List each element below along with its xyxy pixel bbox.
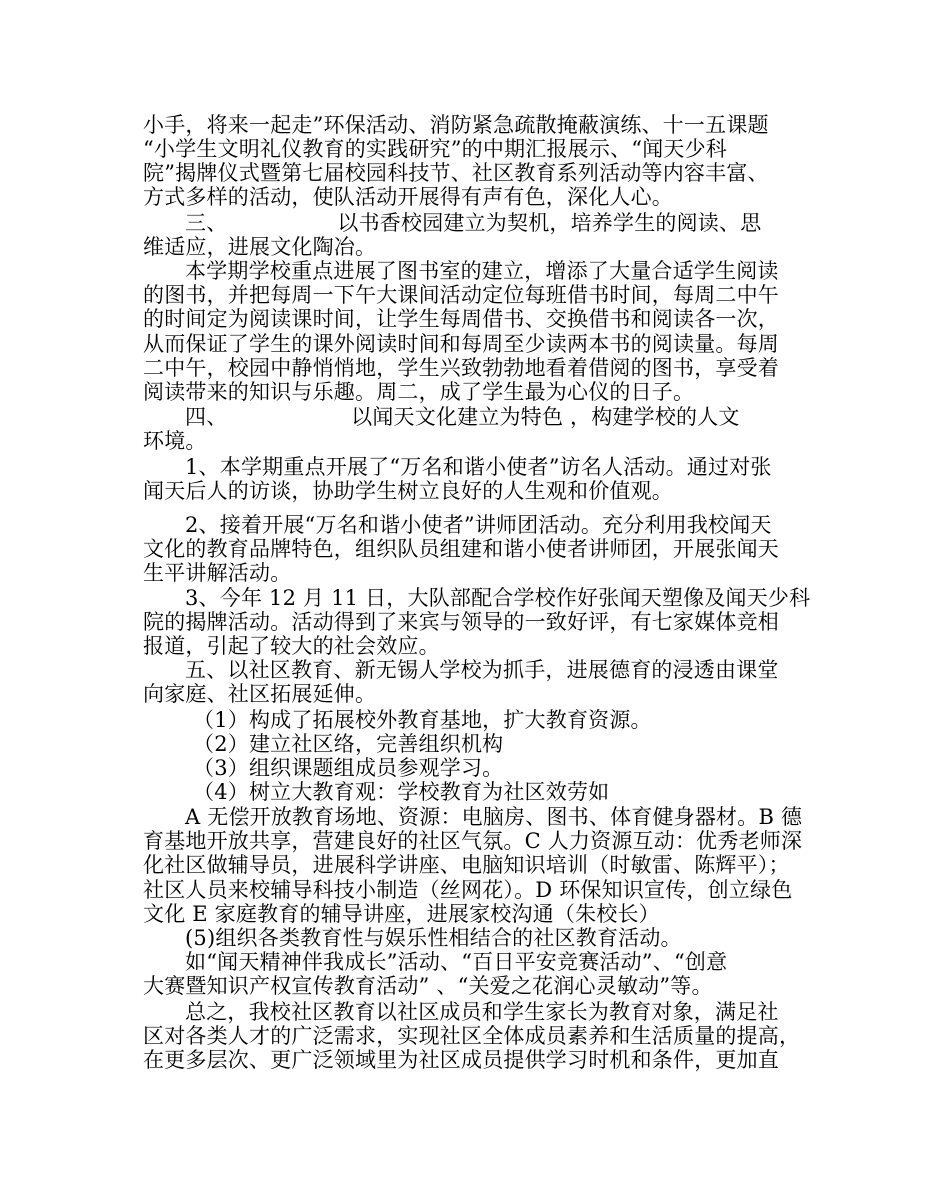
text-line: 方式多样的活动，使队活动开展得有声有色，深化人心。 xyxy=(143,185,673,209)
list-item: （2）建立社区络，完善组织机构 xyxy=(193,732,504,756)
list-item: （1）构成了拓展校外教育基地，扩大教育资源。 xyxy=(193,708,652,732)
text-line: 阅读带来的知识与乐趣。周二，成了学生最为心仪的日子。 xyxy=(143,380,695,404)
section-heading: 四、 以闻天文化建立为特色 ，构建学校的人文 xyxy=(185,405,740,429)
text-line: 的图书，并把每周一下午大课间活动定位每班借书时间，每周二中午 xyxy=(143,283,779,307)
text-line: 社区人员来校辅导科技小制造（丝网花）。D 环保知识宣传，创立绿色 xyxy=(143,878,793,902)
paragraph-start: 总之，我校社区教育以社区成员和学生家长为教育对象，满足社 xyxy=(185,1000,779,1024)
list-item: （3）组织课题组成员参观学习。 xyxy=(193,756,504,780)
text-line: 院的揭牌活动。活动得到了来宾与领导的一致好评，有七家媒体竞相 xyxy=(143,610,779,634)
text-line: 在更多层次、更广泛领域里为社区成员提供学习时机和条件，更加直 xyxy=(143,1048,779,1072)
text-line: 育基地开放共享，营建良好的社区气氛。C 人力资源互动：优秀老师深 xyxy=(143,829,803,853)
paragraph-start: 本学期学校重点进展了图书室的建立，增添了大量合适学生阅读 xyxy=(185,259,779,283)
text-line: 区对各类人才的广泛需求，实现社区全体成员素养和生活质量的提高， xyxy=(143,1024,801,1048)
text-line: 文化的教育品牌特色，组织队员组建和谐小使者讲师团，开展张闻天 xyxy=(143,537,779,561)
text-line: 二中午，校园中静悄悄地，学生兴致勃勃地看着借阅的图书，享受着 xyxy=(143,356,779,380)
text-line: 大赛暨知识产权宣传教育活动” 、“关爱之花润心灵敏动”等。 xyxy=(143,974,713,998)
paragraph-start: 如“闻天精神伴我成长”活动、“百日平安竞赛活动”、“创意 xyxy=(185,950,728,974)
section-heading: 三、 以书香校园建立为契机，培养学生的阅读、思 xyxy=(185,211,762,235)
text-line: 化社区做辅导员，进展科学讲座、电脑知识培训（时敏雷、陈辉平）； xyxy=(143,853,790,877)
text-line: 文化 E 家庭教育的辅导讲座，进展家校沟通（朱校长） xyxy=(143,902,660,926)
paragraph-start: 1、本学期重点开展了“万名和谐小使者”访名人活动。通过对张 xyxy=(185,455,772,479)
text-line: “小学生文明礼仪教育的实践研究”的中期汇报展示、“闻天少科 xyxy=(143,137,728,161)
paragraph-start: 2、接着开展“万名和谐小使者”讲师团活动。充分利用我校闻天 xyxy=(185,513,772,537)
text-line: 闻天后人的访谈，协助学生树立良好的人生观和价值观。 xyxy=(143,479,673,503)
text-line: 的时间定为阅读课时间，让学生每周借书、交换借书和阅读各一次， xyxy=(143,307,779,331)
text-line: 报道，引起了较大的社会效应。 xyxy=(143,634,440,658)
paragraph-start: A 无偿开放教育场地、资源：电脑房、图书、体育健身器材。B 德 xyxy=(185,805,803,829)
text-line: 从而保证了学生的课外阅读时间和每周至少读两本书的阅读量。每周 xyxy=(143,332,779,356)
text-line: 环境。 xyxy=(143,429,207,453)
text-line: 维适应，进展文化陶冶。 xyxy=(143,235,377,259)
text-line: 向家庭、社区拓展延伸。 xyxy=(143,682,377,706)
paragraph-start: 3、今年 12 月 11 日，大队部配合学校作好张闻天塑像及闻天少科 xyxy=(185,586,811,610)
text-line: 小手，将来一起走”环保活动、消防紧急疏散掩蔽演练、十一五课题 xyxy=(143,113,769,137)
text-line: 院”揭牌仪式暨第七届校园科技节、社区教育系列活动等内容丰富、 xyxy=(143,161,769,185)
section-heading: 五、以社区教育、新无锡人学校为抓手，进展德育的浸透由课堂 xyxy=(185,658,779,682)
list-item: (5)组织各类教育性与娱乐性相结合的社区教育活动。 xyxy=(185,926,682,950)
text-line: 生平讲解活动。 xyxy=(143,561,292,585)
list-item: （4）树立大教育观：学校教育为社区效劳如 xyxy=(193,780,610,804)
